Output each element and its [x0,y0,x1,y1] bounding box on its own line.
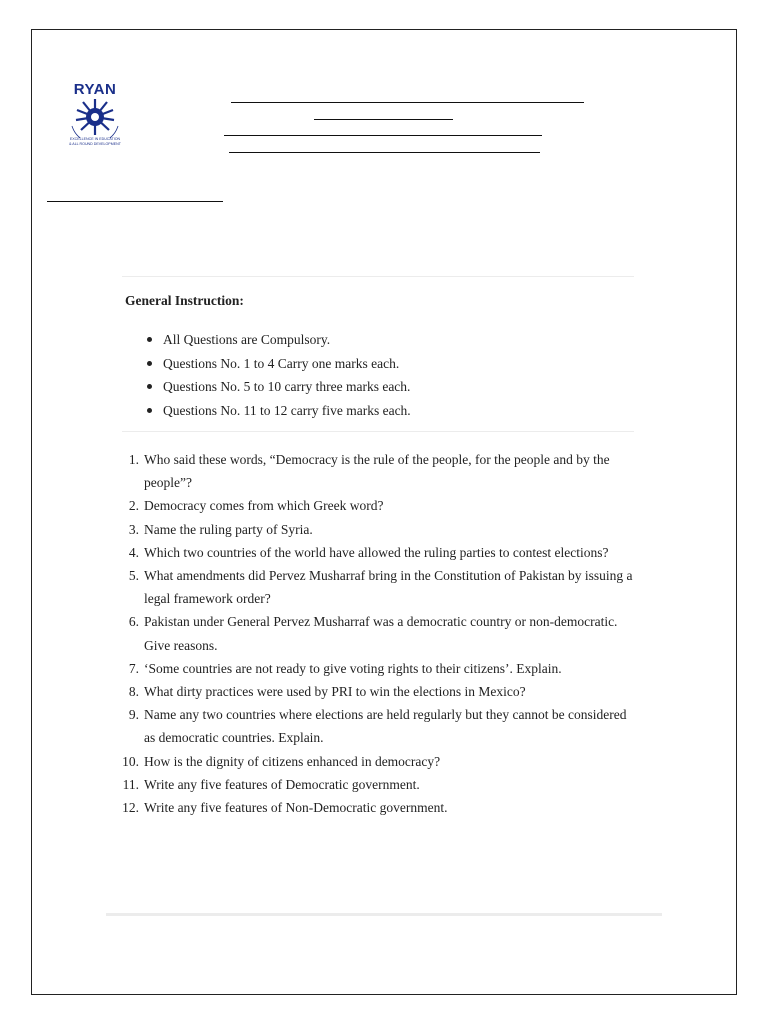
footer-divider [106,913,662,916]
name-blank-line [47,201,223,202]
question-item: 3. Name the ruling party of Syria. [128,521,313,537]
question-item: 7. ‘Some countries are not ready to give voting rights to their citizens’. Explain. [128,660,562,676]
question-item: 8. What dirty practices were used by PRI to win the elections in Mexico? [128,684,526,700]
bullet-icon [147,337,152,342]
question-item: 2. Democracy comes from which Greek word? [128,498,384,514]
question-item: 6. Pakistan under General Pervez Musharraf was a democratic country or non-democratic. Give reasons. [128,614,618,653]
header-blank-line-1 [231,102,584,103]
instruction-item: Questions No. 1 to 4 Carry one marks each. [144,355,411,379]
question-item: 11. Write any five features of Democratic government. [122,776,420,792]
sunburst-emblem-icon [66,96,124,138]
question-item: 9. Name any two countries where elections are held regularly but they cannot be considered as democratic countries. Explain. [128,707,627,746]
logo-tagline-1: EXCELLENCE IN EDUCATION [69,137,121,141]
logo-tagline-2: & ALL ROUND DEVELOPMENT [69,142,121,146]
question-item: 10. How is the dignity of citizens enhanced in democracy? [122,753,441,769]
instruction-item: All Questions are Compulsory. [144,331,411,355]
school-logo [58,82,132,148]
instruction-list [144,331,411,425]
header-blank-line-4 [229,152,540,153]
bullet-icon [147,361,152,366]
question-item: 1. Who said these words, “Democracy is the rule of the people, for the people and by the people”? [128,452,610,491]
section-divider-mid [122,431,634,432]
header-blank-line-3 [224,135,542,136]
logo-brand-text: RYAN [73,81,117,98]
question-list [116,448,636,819]
question-item: 4. Which two countries of the world have allowed the ruling parties to contest elections? [128,544,609,560]
bullet-icon [147,408,152,413]
header-blank-line-2 [314,119,453,120]
section-divider-top [122,276,634,277]
bullet-icon [147,384,152,389]
question-item: 12. Write any five features of Non-Democratic government. [122,800,448,816]
instruction-item: Questions No. 11 to 12 carry five marks each. [144,402,411,426]
instruction-item: Questions No. 5 to 10 carry three marks each. [144,378,411,402]
question-item: 5. What amendments did Pervez Musharraf bring in the Constitution of Pakistan by issuing a legal framework order? [128,568,633,607]
general-instruction-title: General Instruction: [125,293,244,308]
